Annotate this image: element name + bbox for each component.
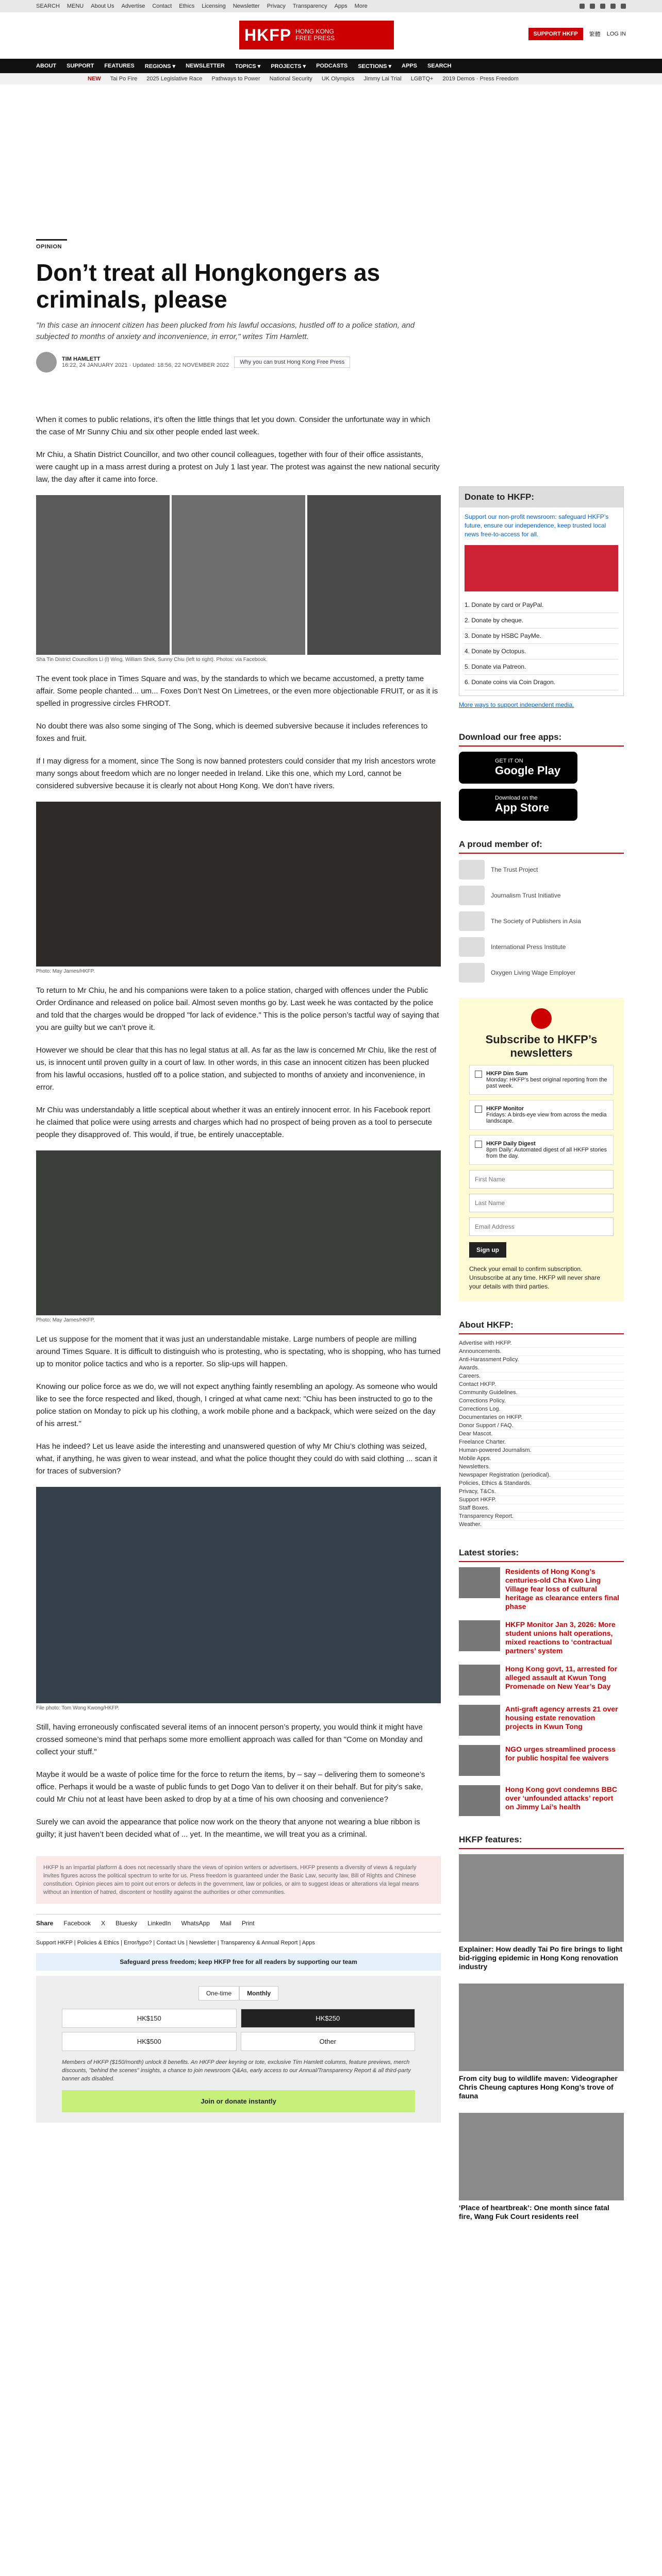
amount-option-selected[interactable]: HK$250 xyxy=(241,2009,416,2028)
features-box xyxy=(459,1832,624,2221)
newsletter-box xyxy=(459,998,624,1301)
logo-subtitle xyxy=(295,28,335,42)
nav-item[interactable]: REGIONS ▾ xyxy=(144,63,176,70)
about-link[interactable]: Staff Boxes. xyxy=(459,1504,624,1513)
about-link[interactable]: Corrections Policy. xyxy=(459,1397,624,1405)
about-link[interactable]: Human-powered Journalism. xyxy=(459,1447,624,1455)
option-desc: Fridays: A birds-eye view from across the media landscape. xyxy=(486,1112,607,1124)
tag-link[interactable]: UK Olympics xyxy=(321,76,355,82)
top-link[interactable]: Contact xyxy=(152,3,172,9)
first-name-input[interactable] xyxy=(469,1170,614,1189)
top-link[interactable]: Ethics xyxy=(179,3,195,9)
sidebar xyxy=(459,486,624,2236)
nav-item[interactable]: APPS xyxy=(402,63,417,69)
paragraph: The event took place in Times Square and was, by the standards to which we became accustomed, a pretty tame affair. Some people chanted... um... Foxes Don’t Nest On Limetrees, or the even more objectionable FRUIT, or as it is spelled in progressive circles FHRODT. xyxy=(36,674,438,708)
amount-options xyxy=(62,2009,415,2051)
about-link[interactable]: Announcements. xyxy=(459,1348,624,1356)
story-title: Hong Kong govt, 11, arrested for alleged assault at Kwun Tong Promenade on New Year’s Day xyxy=(505,1665,618,1690)
story-thumbnail xyxy=(459,1620,500,1651)
about-link[interactable]: Newsletters. xyxy=(459,1463,624,1471)
article-kicker[interactable]: OPINION xyxy=(36,239,67,250)
share-bar xyxy=(36,1914,441,1933)
org-logo xyxy=(459,937,485,957)
about-link[interactable]: Contact HKFP. xyxy=(459,1381,624,1389)
top-link[interactable]: Apps xyxy=(334,3,347,9)
login-link[interactable]: LOG IN xyxy=(606,31,626,37)
logo-sub1: HONG KONG xyxy=(295,28,334,35)
about-link[interactable]: Privacy, T&Cs. xyxy=(459,1488,624,1496)
newsletter-title: Subscribe to HKFP’s newsletters xyxy=(485,1033,598,1059)
tag-link[interactable]: Pathways to Power xyxy=(211,76,260,82)
footer-links[interactable]: Support HKFP | Policies & Ethics | Error/typo? | Contact Us | Newsletter | Transparency & Annual Report | Apps xyxy=(36,1940,315,1946)
share-bluesky[interactable]: Bluesky xyxy=(115,1920,138,1927)
newsletter-option[interactable] xyxy=(469,1065,614,1095)
feature-title: Explainer: How deadly Tai Po fire brings to light bid-rigging epidemic in Hong Kong renovation industry xyxy=(459,1945,623,1971)
app-store-badge[interactable] xyxy=(459,789,577,821)
apps-box xyxy=(459,729,624,821)
signup-button[interactable]: Sign up xyxy=(469,1242,506,1258)
top-link[interactable]: More xyxy=(354,3,368,9)
latest-story[interactable] xyxy=(459,1745,624,1776)
share-mail[interactable]: Mail xyxy=(220,1920,231,1927)
language-link[interactable]: 繁體 xyxy=(589,31,601,38)
nav-item[interactable]: NEWSLETTER xyxy=(186,63,225,69)
member-org[interactable] xyxy=(459,911,624,931)
paragraph: However we should be clear that this has no legal status at all. As far as the law is concerned Mr Chiu, like the rest of us, is innocent until proven guilty in a court of law. In other words, in this case an innocent citizen has been plucked from his lawful occasions, hustled off to a police station, and subjected to months of anxiety and inconvenience, in error. xyxy=(36,1046,437,1092)
paragraph: Still, having erroneously confiscated several items of an innocent person’s property, you would think it might have crossed someone’s mind that perhaps some more emollient approach was called for than "Come on Monday and collect your stuff." xyxy=(36,1723,423,1756)
story-title: Residents of Hong Kong’s centuries-old Cha Kwo Ling Village fear loss of cultural heritage as clearance enters final phase xyxy=(505,1567,619,1611)
paragraph: Mr Chiu was understandably a little sceptical about whether it was an entirely innocent error. In his Facebook report he claimed that police were using arrests and charges which had no prospect of being proven as a tool to persecute people they disapproved of. This would, if true, be entirely unacceptable. xyxy=(36,1106,432,1139)
org-name: The Trust Project xyxy=(491,866,538,873)
top-link[interactable]: Advertise xyxy=(121,3,145,9)
latest-story[interactable] xyxy=(459,1620,624,1655)
features-heading: HKFP features: xyxy=(459,1832,624,1849)
more-ways-link[interactable]: More ways to support independent media. xyxy=(459,701,574,708)
story-title: Anti-graft agency arrests 21 over housing estate renovation projects in Kwun Tong xyxy=(505,1705,618,1731)
about-link[interactable]: Community Guidelines. xyxy=(459,1389,624,1397)
nav-item[interactable]: TOPICS ▾ xyxy=(235,63,261,70)
newsletter-option[interactable] xyxy=(469,1135,614,1165)
share-label: Share xyxy=(36,1920,54,1927)
hkfp-logo[interactable] xyxy=(239,21,394,49)
org-name: International Press Institute xyxy=(491,943,566,951)
latest-story[interactable] xyxy=(459,1785,624,1816)
photo-caption: Photo: May James/HKFP. xyxy=(36,1317,95,1323)
org-logo xyxy=(459,860,485,879)
author-avatar xyxy=(36,352,57,372)
trust-link[interactable]: Why you can trust Hong Kong Free Press xyxy=(234,357,350,368)
join-button[interactable]: Join or donate instantly xyxy=(62,2090,415,2112)
article xyxy=(36,239,441,2123)
story-title: HKFP Monitor Jan 3, 2026: More student unions halt operations, mixed reactions to ‘contractual partners’ system xyxy=(505,1620,616,1655)
share-whatsapp[interactable]: WhatsApp xyxy=(181,1920,210,1927)
tag-link[interactable]: Jimmy Lai Trial xyxy=(363,76,402,82)
top-link[interactable]: Transparency xyxy=(292,3,327,9)
nav-item[interactable]: PODCASTS xyxy=(316,63,348,69)
about-link[interactable]: Freelance Charter. xyxy=(459,1438,624,1447)
paragraph: If I may digress for a moment, since The Song is now banned protesters could consider that my Irish ancestors wrote many songs about freedom which are no longer needed in Ireland. Like this one, which my Lord, cannot be considered subversive because it is clearly not about Hong Kong. We don’t have rivers. xyxy=(36,757,436,790)
feature-story[interactable] xyxy=(459,1854,624,1971)
councillors-photo xyxy=(36,495,441,655)
org-logo xyxy=(459,911,485,931)
photo-caption: Sha Tin District Councillors Li (l) Wing, William Shek, Sunny Chiu (left to right). Photos: via Facebook. xyxy=(36,657,268,663)
times-square-photo xyxy=(36,802,441,967)
feature-image xyxy=(459,2113,624,2200)
police-officer-photo xyxy=(36,1487,441,1703)
paragraph: Has he indeed? Let us leave aside the interesting and unanswered question of why Mr Chiu’s clothing was seized, what, if anything, he was given to wear instead, and what the police thought they could do with said clothing ... scan it for traces of subversion? xyxy=(36,1442,437,1476)
latest-story[interactable] xyxy=(459,1665,624,1696)
support-button[interactable]: SUPPORT HKFP xyxy=(528,28,583,40)
checkbox[interactable] xyxy=(475,1071,482,1078)
monthly-tab[interactable]: Monthly xyxy=(239,1986,278,2001)
member-org[interactable] xyxy=(459,937,624,957)
member-heading: A proud member of: xyxy=(459,836,624,854)
about-link[interactable]: Dear Mascot. xyxy=(459,1430,624,1438)
story-title: NGO urges streamlined process for public hospital fee waivers xyxy=(505,1745,616,1762)
tag-link[interactable]: National Security xyxy=(269,76,312,82)
trending-tags xyxy=(0,73,662,84)
story-thumbnail xyxy=(459,1567,500,1598)
latest-box xyxy=(459,1545,624,1816)
photo-panel xyxy=(307,495,441,655)
byline xyxy=(36,352,441,372)
photo-panel xyxy=(36,495,170,655)
donate-option[interactable]: 2. Donate by cheque. xyxy=(465,613,618,629)
facebook-icon[interactable] xyxy=(580,4,585,9)
top-utility-bar xyxy=(0,0,662,12)
instagram-icon[interactable] xyxy=(600,4,605,9)
tag-link[interactable]: LGBTQ+ xyxy=(410,76,434,82)
feature-image xyxy=(459,1984,624,2071)
feature-image xyxy=(459,1854,624,1942)
donate-option[interactable]: 4. Donate by Octopus. xyxy=(465,644,618,659)
checkbox[interactable] xyxy=(475,1106,482,1113)
frequency-toggle xyxy=(62,1986,415,2001)
newsletter-option[interactable] xyxy=(469,1100,614,1130)
logo-sub2: FREE PRESS xyxy=(295,35,335,42)
story-thumbnail xyxy=(459,1745,500,1776)
one-time-tab[interactable]: One-time xyxy=(198,1986,239,2001)
feature-story[interactable] xyxy=(459,1984,624,2100)
donate-option[interactable]: 6. Donate coins via Coin Dragon. xyxy=(465,675,618,690)
feature-title: ‘Place of heartbreak’: One month since fatal fire, Wang Fuk Court residents reel xyxy=(459,2204,609,2221)
about-link[interactable]: Weather. xyxy=(459,1521,624,1529)
site-header xyxy=(0,12,662,59)
about-heading: About HKFP: xyxy=(459,1317,624,1334)
google-play-badge[interactable] xyxy=(459,752,577,784)
story-thumbnail xyxy=(459,1665,500,1696)
paragraph: Let us suppose for the moment that it was just an understandable mistake. Large numbers of people are milling around Times Square. It is difficult to distinguish who is protesting, who is spectating, who is shopping, who has turned up to monitor police tactics and who is a reporter. So slip-ups will happen. xyxy=(36,1335,441,1368)
donate-option[interactable]: 3. Donate by HSBC PayMe. xyxy=(465,629,618,644)
member-box xyxy=(459,836,624,982)
donate-option[interactable]: 1. Donate by card or PayPal. xyxy=(465,598,618,613)
org-name: Journalism Trust Initiative xyxy=(491,892,561,899)
donate-heading: Donate to HKFP: xyxy=(459,487,623,507)
top-link[interactable]: Licensing xyxy=(202,3,226,9)
about-link[interactable]: Documentaries on HKFP. xyxy=(459,1414,624,1422)
x-icon[interactable] xyxy=(590,4,595,9)
donate-option[interactable]: 5. Donate via Patreon. xyxy=(465,659,618,675)
badge-text: Google Play xyxy=(495,764,561,777)
opinion-disclaimer: HKFP is an impartial platform & does not necessarily share the views of opinion writers or advertisers. HKFP presents a diversity of views & regularly invites figures across the political spectrum to write for us. Press freedom is guaranteed under the Basic Law, security law, Bill of Rights and Chinese constitution. Opinion pieces aim to point out errors or defects in the government, law or policies, or aim to suggest ideas or alterations via legal means without an intention of hatred, discontent or hostility against the authorities or other communities. xyxy=(36,1856,441,1904)
donate-box xyxy=(459,486,624,696)
donation-widget xyxy=(36,1976,441,2123)
feature-story[interactable] xyxy=(459,2113,624,2221)
photo-caption: Photo: May James/HKFP. xyxy=(36,969,95,974)
nav-item[interactable]: SECTIONS ▾ xyxy=(358,63,391,70)
paragraph: To return to Mr Chiu, he and his companions were taken to a police station, charged with offences under the Public Order Ordinance and released on police bail. Almost seven months go by. Last week he was contacted by the police and told that the charges would be dropped "for lack of evidence." This is the police person’s tactful way of saying that you are guilty but we can’t prove it. xyxy=(36,986,439,1032)
member-org[interactable] xyxy=(459,860,624,879)
org-name: The Society of Publishers in Asia xyxy=(491,918,581,925)
nav-item[interactable]: FEATURES xyxy=(104,63,135,69)
badge-text: App Store xyxy=(495,801,550,814)
article-dek: "In this case an innocent citizen has been plucked from his lawful occasions, hustled off to a police station, and subjected to months of anxiety and inconvenience, in error," writes Tim Hamlett. xyxy=(36,321,415,341)
member-org[interactable] xyxy=(459,963,624,982)
badge-small: Download on the xyxy=(495,795,538,801)
about-link[interactable]: Transparency Report. xyxy=(459,1513,624,1521)
paragraph: No doubt there was also some singing of The Song, which is deemed subversive because it includes references to foxes and fruit. xyxy=(36,722,428,743)
org-logo xyxy=(459,886,485,905)
story-thumbnail xyxy=(459,1785,500,1816)
option-title: HKFP Monitor xyxy=(486,1106,524,1112)
paragraph: Maybe it would be a waste of police time for the force to return the items, by – say – delivering them to someone’s office. Perhaps it would be a waste of public funds to get Dogo Van to deliver it on their behalf. But for pity’s sake, could Mr Chiu not at least have been asked to drop by at a time of his own choosing and convenience? xyxy=(36,1770,425,1804)
amount-option[interactable]: HK$500 xyxy=(62,2032,237,2051)
last-name-input[interactable] xyxy=(469,1194,614,1212)
police-crowd-photo xyxy=(36,1150,441,1315)
article-title: Don’t treat all Hongkongers as criminals, please xyxy=(36,259,380,313)
new-label: NEW xyxy=(88,76,101,82)
nav-item[interactable]: PROJECTS ▾ xyxy=(271,63,306,70)
about-link[interactable]: Support HKFP. xyxy=(459,1496,624,1504)
paragraph: Knowing our police force as we do, we will not expect anything faintly resembling an apology. As someone who would like to see the force respected and liked, though, I cringed at what came next: "Chiu has been instructed to go to the police station on Monday to pick up his clothing, a work mobile phone and a backpack, which were seized on the day of his arrest." xyxy=(36,1382,438,1428)
share-linkedin[interactable]: LinkedIn xyxy=(147,1920,171,1927)
about-link[interactable]: Mobile Apps. xyxy=(459,1455,624,1463)
payment-logos xyxy=(465,545,618,591)
about-link[interactable]: Donor Support / FAQ. xyxy=(459,1422,624,1430)
share-print[interactable]: Print xyxy=(241,1920,255,1927)
donate-intro[interactable]: Support our non-profit newsroom: safeguard HKFP’s future, ensure our independence, keep trusted local news free-to-access for all. xyxy=(465,513,609,538)
search-link[interactable]: SEARCH xyxy=(36,3,60,9)
about-link[interactable]: Policies, Ethics & Standards. xyxy=(459,1480,624,1488)
latest-heading: Latest stories: xyxy=(459,1545,624,1562)
about-list xyxy=(459,1340,624,1529)
about-link[interactable]: Advertise with HKFP. xyxy=(459,1340,624,1348)
membership-note: Members of HKFP ($150/month) unlock 8 benefits. An HKFP deer keyring or tote, exclusive Tim Hamlett columns, feature previews, merch discounts, "behind the scenes" insights, a chance to join newsroom Q&As, early access to our Annual/Transparency Report & all third-party banner ads disabled. xyxy=(62,2059,411,2082)
hkfp-badge-icon xyxy=(531,1008,552,1029)
paragraph: When it comes to public relations, it’s often the little things that let you down. Consider the unfortunate way in which the case of Mr Sunny Chiu and six other people ended last week. xyxy=(36,415,431,436)
logo-text: HKFP xyxy=(244,25,292,44)
tag-link[interactable]: 2025 Legislative Race xyxy=(146,76,203,82)
newsletter-note: Check your email to confirm subscription. Unsubscribe at any time. HKFP will never share your details with third parties. xyxy=(469,1265,600,1290)
paragraph: Mr Chiu, a Shatin District Councillor, and two other council colleagues, together with four of their office assistants, were caught up in a mass arrest during a protest on July 1 last year. The protest was against the new national security law, the day after it came into force. xyxy=(36,450,440,484)
top-link[interactable]: About Us xyxy=(91,3,114,9)
badge-small: GET IT ON xyxy=(495,758,523,764)
main-nav xyxy=(0,59,662,73)
share-facebook[interactable]: Facebook xyxy=(63,1920,91,1927)
option-title: HKFP Dim Sum xyxy=(486,1071,528,1077)
about-box xyxy=(459,1317,624,1529)
amount-option-other[interactable]: Other xyxy=(241,2032,416,2051)
menu-link[interactable]: MENU xyxy=(67,3,84,9)
photo-caption: File photo: Tom Wong Kwong/HKFP. xyxy=(36,1705,120,1711)
latest-story[interactable] xyxy=(459,1567,624,1611)
about-link[interactable]: Awards. xyxy=(459,1364,624,1372)
about-link[interactable]: Newspaper Registration (periodical). xyxy=(459,1471,624,1480)
story-title: Hong Kong govt condemns BBC over ‘unfounded attacks’ report on Jimmy Lai’s health xyxy=(505,1785,617,1811)
feature-title: From city bug to wildlife maven: Videographer Chris Cheung captures Hong Kong’s trove of fauna xyxy=(459,2074,618,2100)
nav-item[interactable]: ABOUT xyxy=(36,63,57,69)
nav-item[interactable]: SUPPORT xyxy=(67,63,94,69)
member-org[interactable] xyxy=(459,886,624,905)
photo-panel xyxy=(172,495,305,655)
about-link[interactable]: Anti-Harassment Policy. xyxy=(459,1356,624,1364)
nav-item[interactable]: SEARCH xyxy=(427,63,452,69)
org-name: Oxygen Living Wage Employer xyxy=(491,969,576,976)
top-link[interactable]: Privacy xyxy=(267,3,286,9)
org-logo xyxy=(459,963,485,982)
apps-heading: Download our free apps: xyxy=(459,729,624,747)
tag-link[interactable]: Tai Po Fire xyxy=(110,76,138,82)
safeguard-banner[interactable]: Safeguard press freedom; keep HKFP free for all readers by supporting our team xyxy=(36,1953,441,1971)
top-link[interactable]: Newsletter xyxy=(233,3,260,9)
publish-date: 16:22, 24 JANUARY 2021 · Updated: 18:56, 22 NOVEMBER 2022 xyxy=(62,362,229,368)
option-desc: Monday: HKFP’s best original reporting from the past week. xyxy=(486,1077,607,1089)
checkbox[interactable] xyxy=(475,1141,482,1148)
story-thumbnail xyxy=(459,1705,500,1736)
option-desc: 8pm Daily: Automated digest of all HKFP stories from the day. xyxy=(486,1147,607,1159)
amount-option[interactable]: HK$150 xyxy=(62,2009,237,2028)
author-name[interactable]: TIM HAMLETT xyxy=(62,356,101,362)
rss-icon[interactable] xyxy=(621,4,626,9)
email-input[interactable] xyxy=(469,1217,614,1236)
about-link[interactable]: Corrections Log. xyxy=(459,1405,624,1414)
latest-story[interactable] xyxy=(459,1705,624,1736)
paragraph: Surely we can avoid the appearance that police now work on the theory that anyone not wearing a blue ribbon is guilty; it just haven’t been decided what of ... yet. In the meantime, we will treat you as a criminal. xyxy=(36,1818,420,1839)
share-x[interactable]: X xyxy=(101,1920,106,1927)
tag-link[interactable]: 2019 Demos · Press Freedom xyxy=(442,76,519,82)
option-title: HKFP Daily Digest xyxy=(486,1141,536,1147)
youtube-icon[interactable] xyxy=(610,4,616,9)
about-link[interactable]: Careers. xyxy=(459,1372,624,1381)
